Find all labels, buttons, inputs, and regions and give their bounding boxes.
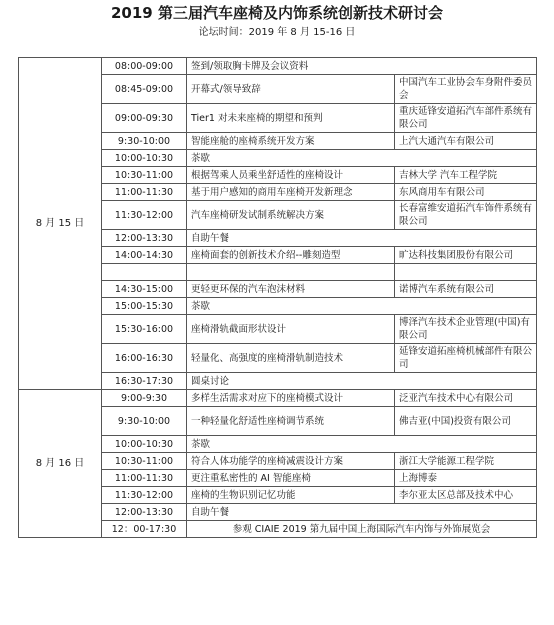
session-time: 12:00-13:30 (102, 504, 187, 521)
session-topic (187, 264, 395, 281)
session-time: 9:30-10:00 (102, 407, 187, 436)
session-time: 11:00-11:30 (102, 184, 187, 201)
session-topic: 签到/领取胸卡牌及会议资料 (187, 58, 537, 75)
session-topic: 根据驾乘人员乘坐舒适性的座椅设计 (187, 167, 395, 184)
session-time: 11:30-12:00 (102, 201, 187, 230)
session-time: 10:30-11:00 (102, 167, 187, 184)
session-organization: 上汽大通汽车有限公司 (395, 133, 537, 150)
session-topic: Tier1 对未来座椅的期望和预判 (187, 104, 395, 133)
session-topic: 智能座舱的座椅系统开发方案 (187, 133, 395, 150)
day-label: 8 月 15 日 (19, 58, 102, 390)
session-topic: 茶歇 (187, 298, 537, 315)
session-time: 08:00-09:00 (102, 58, 187, 75)
session-organization: 东风商用车有限公司 (395, 184, 537, 201)
session-topic: 更轻更环保的汽车泡沫材料 (187, 281, 395, 298)
session-topic: 座椅的生物识别记忆功能 (187, 487, 395, 504)
session-topic: 茶歇 (187, 436, 537, 453)
session-topic: 更注重私密性的 AI 智能座椅 (187, 470, 395, 487)
session-time: 9:00-9:30 (102, 390, 187, 407)
session-time: 9:30-10:00 (102, 133, 187, 150)
session-topic: 轻量化、高强度的座椅滑轨制造技术 (187, 344, 395, 373)
session-topic: 座椅面套的创新技术介绍--雕刻造型 (187, 247, 395, 264)
session-organization: 博泽汽车技术企业管理(中国)有限公司 (395, 315, 537, 344)
session-organization: 吉林大学 汽车工程学院 (395, 167, 537, 184)
session-time: 12:00-13:30 (102, 230, 187, 247)
session-time: 11:30-12:00 (102, 487, 187, 504)
day-label: 8 月 16 日 (19, 390, 102, 538)
schedule-row (19, 58, 537, 75)
session-topic: 自助午餐 (187, 230, 537, 247)
session-topic: 多样生活需求对应下的座椅模式设计 (187, 390, 395, 407)
session-time: 10:00-10:30 (102, 436, 187, 453)
session-time: 15:30-16:00 (102, 315, 187, 344)
page-title: 2019 第三届汽车座椅及内饰系统创新技术研讨会 (111, 4, 443, 22)
session-topic: 基于用户感知的商用车座椅开发新理念 (187, 184, 395, 201)
session-organization: 浙江大学能源工程学院 (395, 453, 537, 470)
session-organization: 泛亚汽车技术中心有限公司 (395, 390, 537, 407)
session-time: 14:00-14:30 (102, 247, 187, 264)
forum-date: 论坛时间：2019 年 8 月 15-16 日 (198, 27, 356, 38)
session-time (102, 264, 187, 281)
closing-time: 12：00-17:30 (102, 521, 187, 538)
session-topic: 座椅滑轨截面形状设计 (187, 315, 395, 344)
schedule-row (19, 390, 537, 407)
session-time: 08:45-09:00 (102, 75, 187, 104)
session-time: 10:30-11:00 (102, 453, 187, 470)
session-time: 11:00-11:30 (102, 470, 187, 487)
closing-event: 参观 CIAIE 2019 第九届中国上海国际汽车内饰与外饰展览会 (187, 521, 537, 538)
session-topic: 圆桌讨论 (187, 373, 537, 390)
schedule-table (18, 57, 537, 538)
session-time: 16:00-16:30 (102, 344, 187, 373)
session-organization: 延锋安道拓座椅机械部件有限公司 (395, 344, 537, 373)
session-time: 15:00-15:30 (102, 298, 187, 315)
session-topic: 一种轻量化舒适性座椅调节系统 (187, 407, 395, 436)
session-time: 14:30-15:00 (102, 281, 187, 298)
session-topic: 符合人体功能学的座椅减震设计方案 (187, 453, 395, 470)
session-organization: 中国汽车工业协会车身附件委员会 (395, 75, 537, 104)
session-organization: 长春富维安道拓汽车饰件系统有限公司 (395, 201, 537, 230)
session-organization: 诺博汽车系统有限公司 (395, 281, 537, 298)
session-organization (395, 264, 537, 281)
session-organization: 旷达科技集团股份有限公司 (395, 247, 537, 264)
session-time: 16:30-17:30 (102, 373, 187, 390)
session-time: 09:00-09:30 (102, 104, 187, 133)
session-topic: 自助午餐 (187, 504, 537, 521)
session-topic: 开幕式/领导致辞 (187, 75, 395, 104)
session-organization: 李尔亚太区总部及技术中心 (395, 487, 537, 504)
session-organization: 佛吉亚(中国)投资有限公司 (395, 407, 537, 436)
session-time: 10:00-10:30 (102, 150, 187, 167)
session-topic: 茶歇 (187, 150, 537, 167)
session-topic: 汽车座椅研发试制系统解决方案 (187, 201, 395, 230)
session-organization: 上海博泰 (395, 470, 537, 487)
session-organization: 重庆延锋安道拓汽车部件系统有限公司 (395, 104, 537, 133)
